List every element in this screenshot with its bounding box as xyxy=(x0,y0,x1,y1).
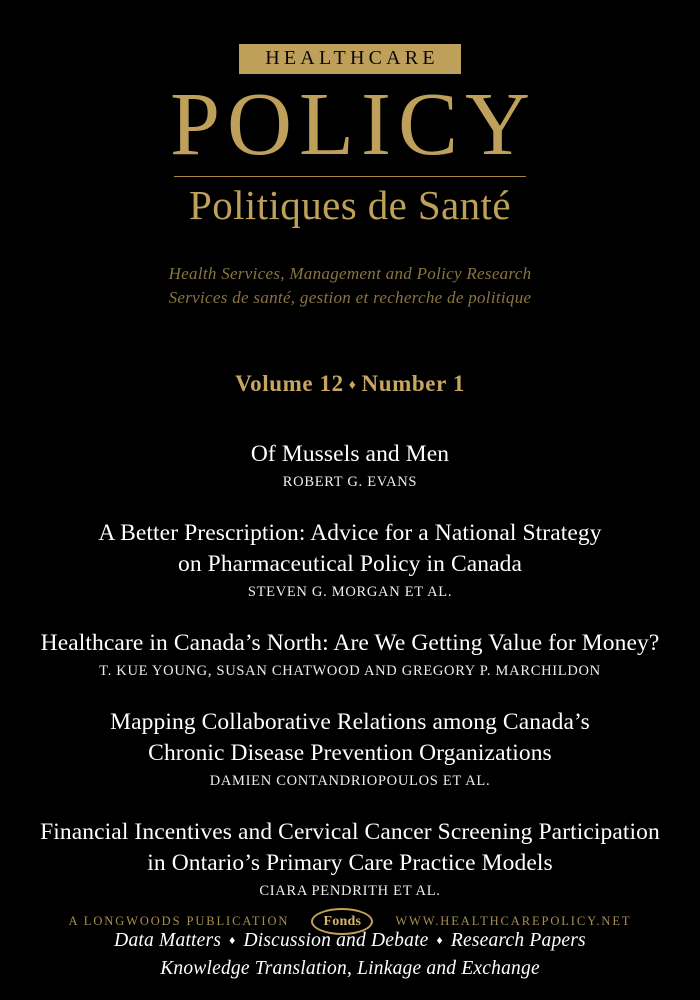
article-entry[interactable] xyxy=(0,817,700,900)
article-authors: DAMIEN CONTANDRIOPOULOS ET AL. xyxy=(209,773,491,790)
section-category-label[interactable]: Discussion and Debate xyxy=(243,930,429,952)
article-title-line: Chronic Disease Prevention Organizations xyxy=(148,740,552,767)
article-title-line: Healthcare in Canada’s North: Are We Getting Value for Money? xyxy=(40,629,660,656)
article-title xyxy=(0,439,700,470)
policy-wordmark: POLICY xyxy=(169,75,538,174)
article-title xyxy=(0,707,700,769)
article-title-line: A Better Prescription: Advice for a National Strategy xyxy=(98,519,602,546)
fonds-logo-label: Fonds xyxy=(323,913,362,929)
article-entry[interactable] xyxy=(0,439,700,491)
policy-wordmark-french: Politiques de Santé xyxy=(189,182,511,229)
article-authors: T. KUE YOUNG, SUSAN CHATWOOD AND GREGORY P. MARCHILDON xyxy=(99,663,601,679)
section-category-label[interactable]: Data Matters xyxy=(114,930,222,952)
number-label: Number 1 xyxy=(361,370,465,396)
volume-label: Volume 12 xyxy=(235,370,344,396)
healthcare-banner: HEALTHCARE xyxy=(239,44,460,74)
article-authors: CIARA PENDRITH ET AL. xyxy=(259,883,441,900)
section-categories xyxy=(0,927,700,982)
tagline xyxy=(0,262,700,311)
article-title-line: in Ontario’s Primary Care Practice Models xyxy=(147,850,553,877)
article-title xyxy=(0,817,700,879)
section-category-label[interactable]: Research Papers xyxy=(450,930,586,952)
article-title-line: Mapping Collaborative Relations among Canada’s xyxy=(110,709,590,735)
article-entry[interactable] xyxy=(0,628,700,680)
footer xyxy=(0,908,700,935)
tagline-french: Services de santé, gestion et recherche de politique xyxy=(168,288,532,308)
article-authors: ROBERT G. EVANS xyxy=(282,473,418,490)
wordmark-divider-rule xyxy=(174,176,526,178)
issue-line xyxy=(0,371,700,397)
article-title xyxy=(0,518,700,580)
masthead xyxy=(0,0,700,311)
diamond-separator-icon: ♦ xyxy=(348,377,357,393)
article-list xyxy=(0,439,700,900)
article-title-line: Financial Incentives and Cervical Cancer Screening Participation xyxy=(40,819,660,846)
tagline-english: Health Services, Management and Policy Research xyxy=(168,263,532,283)
article-entry[interactable] xyxy=(0,707,700,790)
diamond-separator-icon: ♦ xyxy=(436,933,443,948)
article-authors: STEVEN G. MORGAN ET AL. xyxy=(247,583,453,600)
website-url[interactable]: WWW.HEALTHCAREPOLICY.NET xyxy=(395,914,632,928)
section-categories-line-2: Knowledge Translation, Linkage and Exchange xyxy=(160,957,540,979)
article-title xyxy=(0,628,700,659)
publisher-label: A LONGWOODS PUBLICATION xyxy=(68,914,290,928)
diamond-separator-icon: ♦ xyxy=(229,933,236,948)
fonds-logo-icon xyxy=(311,908,373,935)
article-entry[interactable] xyxy=(0,518,700,601)
article-title-line: on Pharmaceutical Policy in Canada xyxy=(177,550,523,577)
article-title-line: Of Mussels and Men xyxy=(250,440,450,467)
